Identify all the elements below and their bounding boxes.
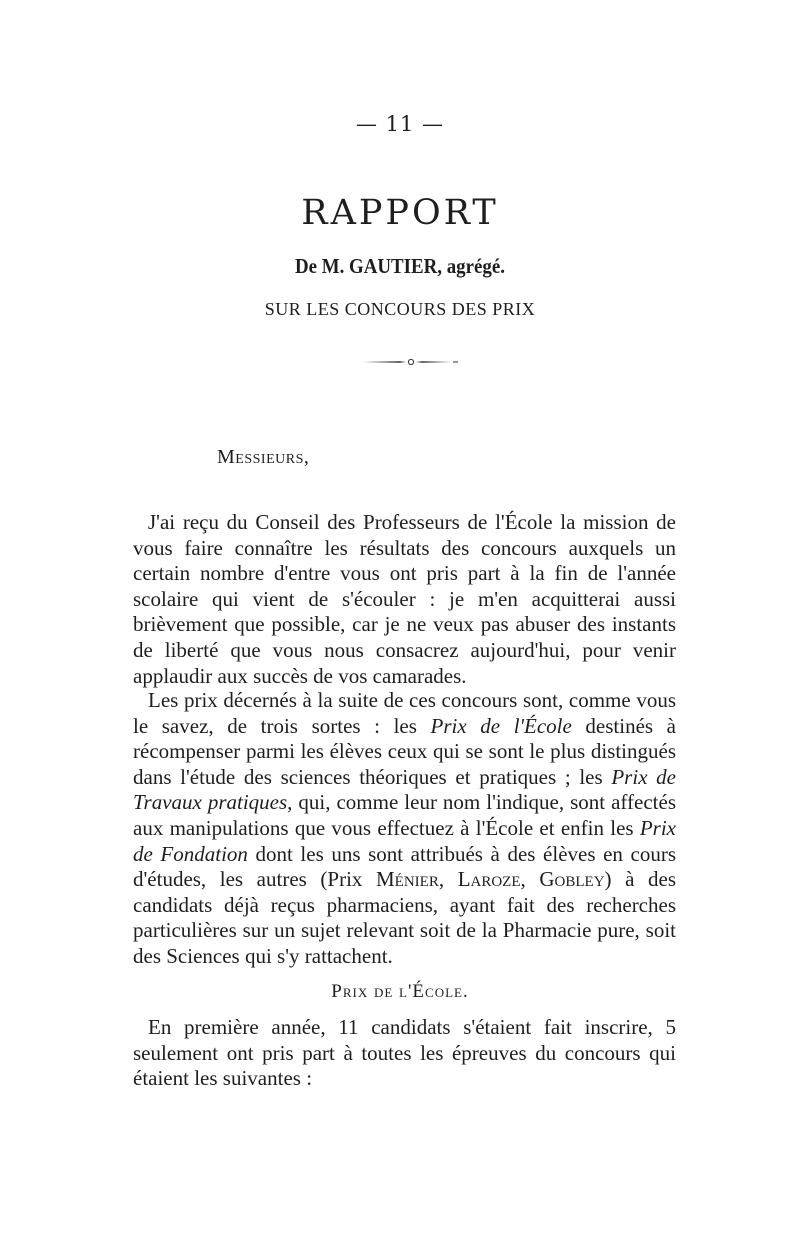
text-span: destinés à récompenser parmi les élèves ceux qui se sont le plus distingués dans l'étude des sciences théoriques et pratiques ; les	[133, 713, 676, 789]
italic-term: Prix de Fondation	[133, 815, 676, 866]
text-span: dont les uns sont attribués à des élèves en cours d'études, les autres (Prix	[133, 841, 676, 892]
text-span: ,	[520, 867, 540, 892]
prize-name: Laroze	[457, 867, 521, 892]
author-line: De M. GAUTIER, agrégé.	[295, 254, 505, 278]
text-span: ) à des candidats déjà reçus pharmaciens, ayant fait des recherches particulières sur un sujet relevant soit de la Pharmacie pure, soit des Sciences qui s'y rattachent.	[133, 867, 677, 968]
text-span: Les prix décernés à la suite de ces concours sont, comme vous le savez, de trois sortes : les	[133, 688, 676, 738]
paragraph-prize-types	[133, 688, 676, 970]
report-title: RAPPORT	[301, 193, 499, 233]
text-span: , qui, comme leur nom l'indique, sont affectés aux manipulations que vous effectuez à l'École et enfin les	[133, 790, 677, 840]
paragraph-intro: J'ai reçu du Conseil des Professeurs de l'École la mission de vous faire connaître les résultats des concours auxquels un certain nombre d'entre vous ont pris part à la fin de l'année scolaire qui vient de s'écouler : je m'en acquitterai aussi brièvement que possible, car je ne veux pas abuser des instants de liberté que vous nous consacrez aujourd'hui, pour venir applaudir aux succès de vos camarades.	[133, 510, 676, 688]
prize-name: Gobley	[539, 867, 605, 892]
ornamental-rule-icon	[360, 355, 460, 369]
paragraph-first-year: En première année, 11 candidats s'étaient fait inscrire, 5 seulement ont pris part à toutes les épreuves du concours qui étaient les suivantes :	[133, 1015, 676, 1091]
italic-term: Prix de Travaux pratiques	[133, 764, 677, 815]
report-subtitle: SUR LES CONCOURS DES PRIX	[264, 299, 536, 319]
salutation: Messieurs,	[217, 446, 310, 468]
page-number: — 11 —	[355, 112, 445, 136]
section-heading: Prix de l'École.	[331, 981, 469, 1002]
prize-name: Ménier	[376, 867, 439, 892]
italic-term: Prix de l'École	[430, 713, 572, 738]
text-span: ,	[438, 867, 458, 892]
